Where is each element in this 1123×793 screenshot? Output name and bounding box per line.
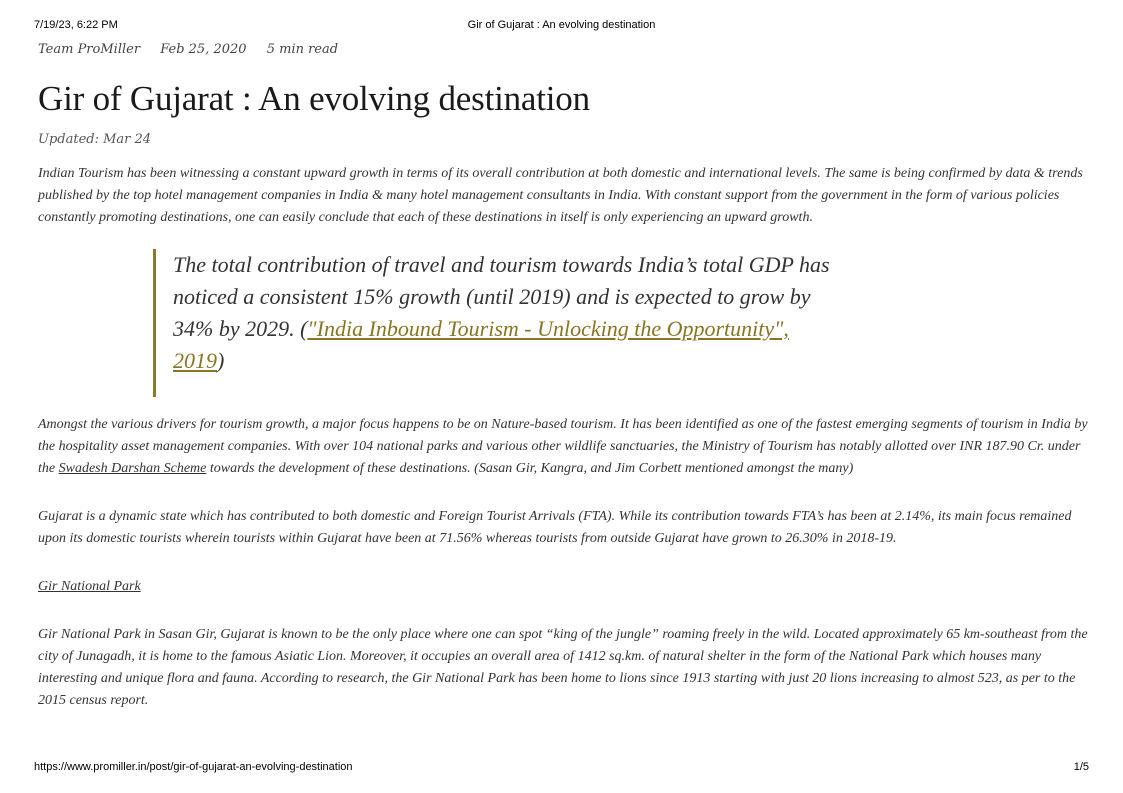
updated-date: Updated: Mar 24 [38,132,152,147]
post-meta [38,42,1088,62]
paragraph-nature-tourism [38,414,1088,480]
author-link[interactable]: Team ProMiller [38,42,141,57]
swadesh-darshan-link[interactable]: Swadesh Darshan Scheme [58,461,207,476]
quote-close: ) [217,348,225,373]
section-heading [38,576,1088,598]
paragraph-gujarat: Gujarat is a dynamic state which has contributed to both domestic and Foreign Tourist Arrivals (FTA). While its contribution towards FTA’s has been at 2.14%, its main focus remained upon its domestic tourists wherein tourists within Gujarat have been at 71.56% whereas tourists from outside Gujarat have grown to 26.30% in 2018-19. [38,509,1072,546]
print-url: https://www.promiller.in/post/gir-of-gujarat-an-evolving-destination [34,761,353,773]
paragraph-intro: Indian Tourism has been witnessing a constant upward growth in terms of its overall contribution at both domestic and international levels. The same is being confirmed by data & trends published by the top hotel management companies in India & many hotel management consultants in India. With constant support from the government in the form of various policies constantly promoting destinations, one can easily conclude that each of these destinations in itself is only experiencing an upward growth. [38,166,1083,225]
print-title: Gir of Gujarat : An evolving destination [467,19,656,31]
article [38,42,1088,229]
post-date: Feb 25, 2020 [160,42,247,57]
paragraph-nature-text-a: Amongst the various drivers for tourism growth, a major focus happens to be on Nature-based tourism. It has been identified as one of the fastest emerging segments of tourism in India by the hospitality asset management companies. With over 104 national parks and various other wildlife sanctuaries, the Ministry of Tourism has notably allotted over INR 187.90 Cr. under the [38,417,1088,476]
gir-national-park-link[interactable]: Gir National Park [38,579,141,594]
page-title: Gir of Gujarat : An evolving destination [38,79,590,118]
quote-source-link[interactable]: "India Inbound Tourism - Unlocking the Opportunity", 2019 [173,316,789,373]
quote-text: The total contribution of travel and tourism towards India’s total GDP has noticed a consistent 15% growth (until 2019) and is expected to grow by 34% by 2029. ( [173,252,830,341]
page-number: 1/5 [1073,761,1089,773]
article-continued [38,414,1088,712]
paragraph-gir: Gir National Park in Sasan Gir, Gujarat is known to be the only place where one can spot “king of the jungle” roaming freely in the wild. Located approximately 65 km-southeast from the city of Junagadh, it is home to the famous Asiatic Lion. Moreover, it occupies an overall area of 1412 sq.km. of natural shelter in the form of the National Park which houses many interesting and unique flora and fauna. According to research, the Gir National Park has been home to lions since 1913 starting with just 20 lions increasing to almost 523, as per to the 2015 census report. [38,627,1088,708]
print-datetime: 7/19/23, 6:22 PM [34,19,118,31]
print-header [34,19,1089,33]
paragraph-nature-text-b: towards the development of these destinations. (Sasan Gir, Kangra, and Jim Corbett mentioned amongst the many) [206,461,854,476]
blockquote [153,249,845,397]
read-time: 5 min read [266,42,339,57]
